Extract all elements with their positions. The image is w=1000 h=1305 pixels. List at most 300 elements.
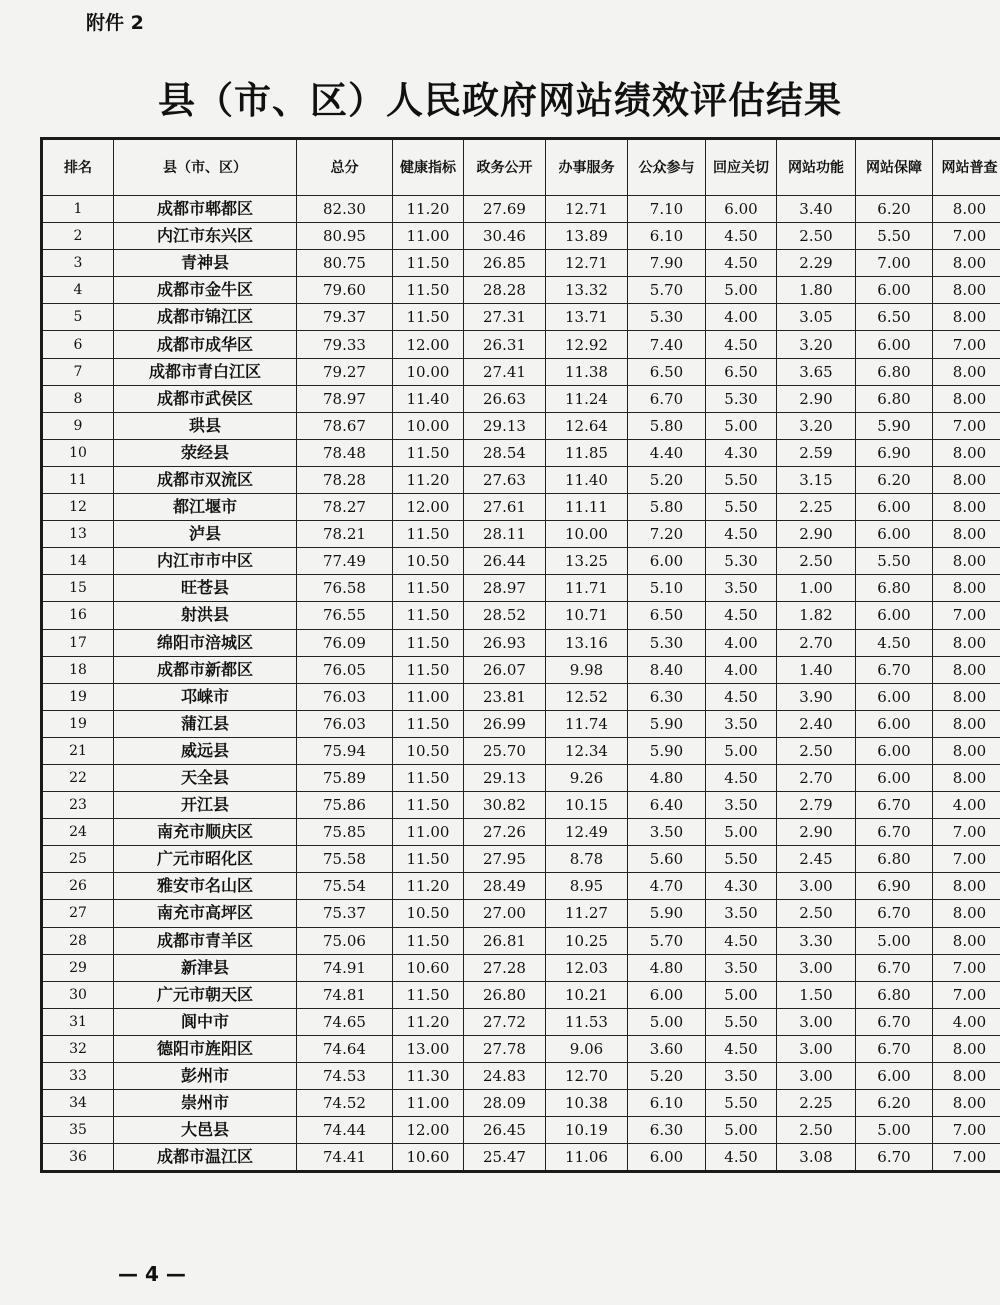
score-cell: 5.50 [706,1008,777,1035]
score-cell: 28.11 [464,521,546,548]
score-cell: 5.50 [706,846,777,873]
column-header: 政务公开 [464,139,546,196]
table-row [42,710,1000,737]
score-cell: 4.30 [706,439,777,466]
score-cell: 26.85 [464,250,546,277]
table-row [42,385,1000,412]
score-cell: 6.00 [856,521,933,548]
score-cell: 11.50 [393,764,464,791]
score-cell: 8.00 [933,737,1000,764]
county-name-cell: 德阳市旌阳区 [114,1035,297,1062]
rank-cell: 25 [42,846,114,873]
score-cell: 3.15 [777,466,856,493]
score-cell: 5.00 [706,1117,777,1144]
rank-cell: 8 [42,385,114,412]
score-cell: 8.00 [933,656,1000,683]
score-cell: 4.50 [706,602,777,629]
score-cell: 4.00 [706,656,777,683]
score-cell: 11.20 [393,1008,464,1035]
score-cell: 8.00 [933,629,1000,656]
score-cell: 4.50 [706,927,777,954]
score-cell: 6.70 [856,1035,933,1062]
score-cell: 10.00 [546,521,628,548]
table-row [42,737,1000,764]
table-row [42,1035,1000,1062]
score-cell: 10.15 [546,792,628,819]
score-cell: 4.50 [706,331,777,358]
score-cell: 8.00 [933,575,1000,602]
score-cell: 3.50 [628,819,706,846]
column-header: 健康指标 [393,139,464,196]
score-cell: 6.80 [856,358,933,385]
total-score-cell: 74.41 [297,1144,393,1172]
score-cell: 2.70 [777,629,856,656]
county-name-cell: 雅安市名山区 [114,873,297,900]
total-score-cell: 75.54 [297,873,393,900]
score-cell: 6.50 [628,602,706,629]
score-cell: 5.20 [628,466,706,493]
rank-cell: 2 [42,223,114,250]
score-cell: 8.00 [933,1063,1000,1090]
score-cell: 11.50 [393,602,464,629]
score-cell: 12.00 [393,494,464,521]
score-cell: 4.80 [628,764,706,791]
table-row [42,439,1000,466]
table-row [42,1144,1000,1172]
column-header: 公众参与 [628,139,706,196]
score-cell: 5.20 [628,1063,706,1090]
total-score-cell: 75.37 [297,900,393,927]
score-cell: 27.78 [464,1035,546,1062]
score-cell: 10.25 [546,927,628,954]
score-cell: 3.00 [777,954,856,981]
total-score-cell: 75.06 [297,927,393,954]
county-name-cell: 成都市双流区 [114,466,297,493]
table-row [42,927,1000,954]
column-header: 办事服务 [546,139,628,196]
total-score-cell: 75.85 [297,819,393,846]
score-cell: 7.40 [628,331,706,358]
score-cell: 5.30 [706,385,777,412]
score-cell: 6.00 [856,683,933,710]
score-cell: 27.28 [464,954,546,981]
score-cell: 4.40 [628,439,706,466]
score-cell: 10.60 [393,954,464,981]
rank-cell: 3 [42,250,114,277]
score-cell: 11.20 [393,196,464,223]
score-cell: 4.80 [628,954,706,981]
score-cell: 6.80 [856,385,933,412]
score-cell: 3.20 [777,412,856,439]
score-cell: 8.00 [933,439,1000,466]
score-cell: 6.00 [628,548,706,575]
score-cell: 5.80 [628,412,706,439]
rank-cell: 7 [42,358,114,385]
total-score-cell: 82.30 [297,196,393,223]
score-cell: 6.90 [856,873,933,900]
score-cell: 27.72 [464,1008,546,1035]
score-cell: 4.00 [933,792,1000,819]
column-header: 网站保障 [856,139,933,196]
table-header [42,139,1000,196]
score-cell: 12.52 [546,683,628,710]
total-score-cell: 76.05 [297,656,393,683]
score-cell: 8.40 [628,656,706,683]
table-row [42,846,1000,873]
attachment-label: 附件 2 [86,12,144,34]
score-cell: 11.50 [393,981,464,1008]
score-cell: 4.50 [706,1035,777,1062]
page-number: — 4 — [118,1262,186,1286]
score-cell: 4.50 [856,629,933,656]
score-cell: 7.00 [933,981,1000,1008]
rank-cell: 11 [42,466,114,493]
score-cell: 27.61 [464,494,546,521]
score-cell: 2.50 [777,548,856,575]
score-cell: 7.00 [933,1144,1000,1172]
rank-cell: 19 [42,710,114,737]
score-cell: 7.00 [933,223,1000,250]
results-table-wrapper [40,137,998,1173]
score-cell: 27.63 [464,466,546,493]
table-row [42,494,1000,521]
total-score-cell: 78.97 [297,385,393,412]
score-cell: 1.82 [777,602,856,629]
table-row [42,521,1000,548]
total-score-cell: 79.60 [297,277,393,304]
county-name-cell: 阆中市 [114,1008,297,1035]
score-cell: 2.50 [777,1117,856,1144]
score-cell: 6.20 [856,196,933,223]
score-cell: 5.50 [706,494,777,521]
score-cell: 8.00 [933,1090,1000,1117]
score-cell: 4.50 [706,764,777,791]
rank-cell: 15 [42,575,114,602]
county-name-cell: 天全县 [114,764,297,791]
score-cell: 26.80 [464,981,546,1008]
total-score-cell: 75.58 [297,846,393,873]
score-cell: 2.50 [777,737,856,764]
score-cell: 3.65 [777,358,856,385]
total-score-cell: 74.65 [297,1008,393,1035]
county-name-cell: 珙县 [114,412,297,439]
table-row [42,954,1000,981]
score-cell: 30.46 [464,223,546,250]
score-cell: 2.50 [777,223,856,250]
table-row [42,250,1000,277]
score-cell: 25.47 [464,1144,546,1172]
rank-cell: 16 [42,602,114,629]
score-cell: 11.00 [393,223,464,250]
score-cell: 7.00 [933,846,1000,873]
rank-cell: 34 [42,1090,114,1117]
score-cell: 5.00 [706,981,777,1008]
rank-cell: 12 [42,494,114,521]
score-cell: 7.20 [628,521,706,548]
total-score-cell: 78.48 [297,439,393,466]
score-cell: 5.10 [628,575,706,602]
score-cell: 11.24 [546,385,628,412]
score-cell: 2.40 [777,710,856,737]
score-cell: 5.00 [856,1117,933,1144]
score-cell: 8.00 [933,466,1000,493]
score-cell: 3.00 [777,1063,856,1090]
score-cell: 11.50 [393,927,464,954]
column-header: 排名 [42,139,114,196]
score-cell: 29.13 [464,764,546,791]
table-row [42,873,1000,900]
county-name-cell: 荥经县 [114,439,297,466]
score-cell: 6.80 [856,846,933,873]
column-header: 县（市、区） [114,139,297,196]
score-cell: 4.50 [706,223,777,250]
score-cell: 5.90 [856,412,933,439]
score-cell: 11.53 [546,1008,628,1035]
score-cell: 2.70 [777,764,856,791]
score-cell: 5.50 [856,223,933,250]
score-cell: 6.70 [856,954,933,981]
score-cell: 12.49 [546,819,628,846]
score-cell: 6.00 [628,981,706,1008]
county-name-cell: 成都市成华区 [114,331,297,358]
county-name-cell: 旺苍县 [114,575,297,602]
score-cell: 3.60 [628,1035,706,1062]
rank-cell: 30 [42,981,114,1008]
score-cell: 28.54 [464,439,546,466]
county-name-cell: 内江市市中区 [114,548,297,575]
score-cell: 13.00 [393,1035,464,1062]
score-cell: 3.50 [706,575,777,602]
score-cell: 2.79 [777,792,856,819]
table-row [42,819,1000,846]
score-cell: 8.00 [933,1035,1000,1062]
score-cell: 27.00 [464,900,546,927]
score-cell: 2.50 [777,900,856,927]
table-row [42,223,1000,250]
score-cell: 3.50 [706,954,777,981]
score-cell: 5.50 [706,1090,777,1117]
score-cell: 5.00 [706,412,777,439]
score-cell: 11.40 [393,385,464,412]
score-cell: 5.90 [628,900,706,927]
score-cell: 12.70 [546,1063,628,1090]
score-cell: 8.00 [933,250,1000,277]
total-score-cell: 75.89 [297,764,393,791]
score-cell: 5.00 [856,927,933,954]
score-cell: 28.97 [464,575,546,602]
score-cell: 6.00 [856,494,933,521]
score-cell: 5.00 [706,819,777,846]
score-cell: 10.50 [393,900,464,927]
score-cell: 6.80 [856,981,933,1008]
score-cell: 11.74 [546,710,628,737]
score-cell: 6.50 [706,358,777,385]
score-cell: 5.00 [706,737,777,764]
rank-cell: 26 [42,873,114,900]
column-header: 总分 [297,139,393,196]
score-cell: 8.00 [933,710,1000,737]
score-cell: 4.00 [933,1008,1000,1035]
score-cell: 5.70 [628,927,706,954]
score-cell: 2.45 [777,846,856,873]
score-cell: 26.07 [464,656,546,683]
score-cell: 11.30 [393,1063,464,1090]
score-cell: 11.50 [393,629,464,656]
score-cell: 3.08 [777,1144,856,1172]
score-cell: 27.31 [464,304,546,331]
score-cell: 4.30 [706,873,777,900]
score-cell: 8.00 [933,494,1000,521]
score-cell: 5.70 [628,277,706,304]
total-score-cell: 78.27 [297,494,393,521]
score-cell: 8.00 [933,385,1000,412]
score-cell: 7.00 [933,331,1000,358]
table-row [42,412,1000,439]
score-cell: 11.00 [393,683,464,710]
score-cell: 26.93 [464,629,546,656]
score-cell: 27.41 [464,358,546,385]
score-cell: 3.20 [777,331,856,358]
table-row [42,196,1000,223]
rank-cell: 13 [42,521,114,548]
score-cell: 13.71 [546,304,628,331]
rank-cell: 33 [42,1063,114,1090]
score-cell: 11.11 [546,494,628,521]
table-row [42,683,1000,710]
score-cell: 11.50 [393,521,464,548]
score-cell: 6.70 [856,1144,933,1172]
score-cell: 10.00 [393,412,464,439]
score-cell: 6.20 [856,1090,933,1117]
rank-cell: 5 [42,304,114,331]
rank-cell: 32 [42,1035,114,1062]
table-row [42,304,1000,331]
score-cell: 10.19 [546,1117,628,1144]
table-row [42,1008,1000,1035]
score-cell: 6.00 [856,331,933,358]
score-cell: 6.00 [856,1063,933,1090]
column-header: 网站功能 [777,139,856,196]
score-cell: 3.50 [706,792,777,819]
county-name-cell: 成都市青羊区 [114,927,297,954]
score-cell: 10.60 [393,1144,464,1172]
score-cell: 3.90 [777,683,856,710]
score-cell: 26.99 [464,710,546,737]
score-cell: 6.70 [856,792,933,819]
score-cell: 5.00 [706,277,777,304]
score-cell: 1.50 [777,981,856,1008]
column-header: 回应关切 [706,139,777,196]
score-cell: 3.00 [777,1008,856,1035]
score-cell: 4.50 [706,521,777,548]
county-name-cell: 都江堰市 [114,494,297,521]
score-cell: 11.50 [393,575,464,602]
score-cell: 11.50 [393,277,464,304]
table-row [42,548,1000,575]
score-cell: 12.03 [546,954,628,981]
score-cell: 11.50 [393,656,464,683]
rank-cell: 9 [42,412,114,439]
rank-cell: 18 [42,656,114,683]
score-cell: 8.00 [933,683,1000,710]
table-row [42,792,1000,819]
table-row [42,1117,1000,1144]
score-cell: 8.00 [933,358,1000,385]
score-cell: 12.00 [393,331,464,358]
county-name-cell: 南充市顺庆区 [114,819,297,846]
score-cell: 4.70 [628,873,706,900]
rank-cell: 14 [42,548,114,575]
score-cell: 6.00 [856,764,933,791]
rank-cell: 23 [42,792,114,819]
county-name-cell: 成都市武侯区 [114,385,297,412]
score-cell: 7.90 [628,250,706,277]
score-cell: 3.50 [706,900,777,927]
score-cell: 11.00 [393,819,464,846]
score-cell: 10.38 [546,1090,628,1117]
score-cell: 10.00 [393,358,464,385]
table-row [42,466,1000,493]
score-cell: 26.45 [464,1117,546,1144]
score-cell: 10.50 [393,737,464,764]
score-cell: 28.52 [464,602,546,629]
rank-cell: 6 [42,331,114,358]
score-cell: 11.20 [393,466,464,493]
county-name-cell: 开江县 [114,792,297,819]
score-cell: 5.60 [628,846,706,873]
score-cell: 10.71 [546,602,628,629]
score-cell: 10.21 [546,981,628,1008]
score-cell: 2.29 [777,250,856,277]
county-name-cell: 成都市郫都区 [114,196,297,223]
score-cell: 7.10 [628,196,706,223]
score-cell: 8.00 [933,277,1000,304]
score-cell: 7.00 [933,819,1000,846]
score-cell: 6.00 [856,710,933,737]
score-cell: 6.40 [628,792,706,819]
score-cell: 3.05 [777,304,856,331]
total-score-cell: 74.64 [297,1035,393,1062]
score-cell: 6.30 [628,1117,706,1144]
score-cell: 11.38 [546,358,628,385]
score-cell: 2.90 [777,819,856,846]
score-cell: 8.00 [933,764,1000,791]
score-cell: 7.00 [933,412,1000,439]
score-cell: 12.92 [546,331,628,358]
score-cell: 27.26 [464,819,546,846]
score-cell: 30.82 [464,792,546,819]
table-body [42,196,1000,1172]
county-name-cell: 成都市新都区 [114,656,297,683]
table-row [42,575,1000,602]
county-name-cell: 成都市锦江区 [114,304,297,331]
score-cell: 6.50 [628,358,706,385]
total-score-cell: 79.27 [297,358,393,385]
score-cell: 6.30 [628,683,706,710]
total-score-cell: 78.67 [297,412,393,439]
score-cell: 6.10 [628,223,706,250]
score-cell: 25.70 [464,737,546,764]
score-cell: 11.40 [546,466,628,493]
score-cell: 2.90 [777,521,856,548]
score-cell: 6.00 [856,277,933,304]
score-cell: 12.64 [546,412,628,439]
column-header: 网站普查 [933,139,1000,196]
county-name-cell: 邛崃市 [114,683,297,710]
score-cell: 27.69 [464,196,546,223]
score-cell: 26.81 [464,927,546,954]
total-score-cell: 78.28 [297,466,393,493]
